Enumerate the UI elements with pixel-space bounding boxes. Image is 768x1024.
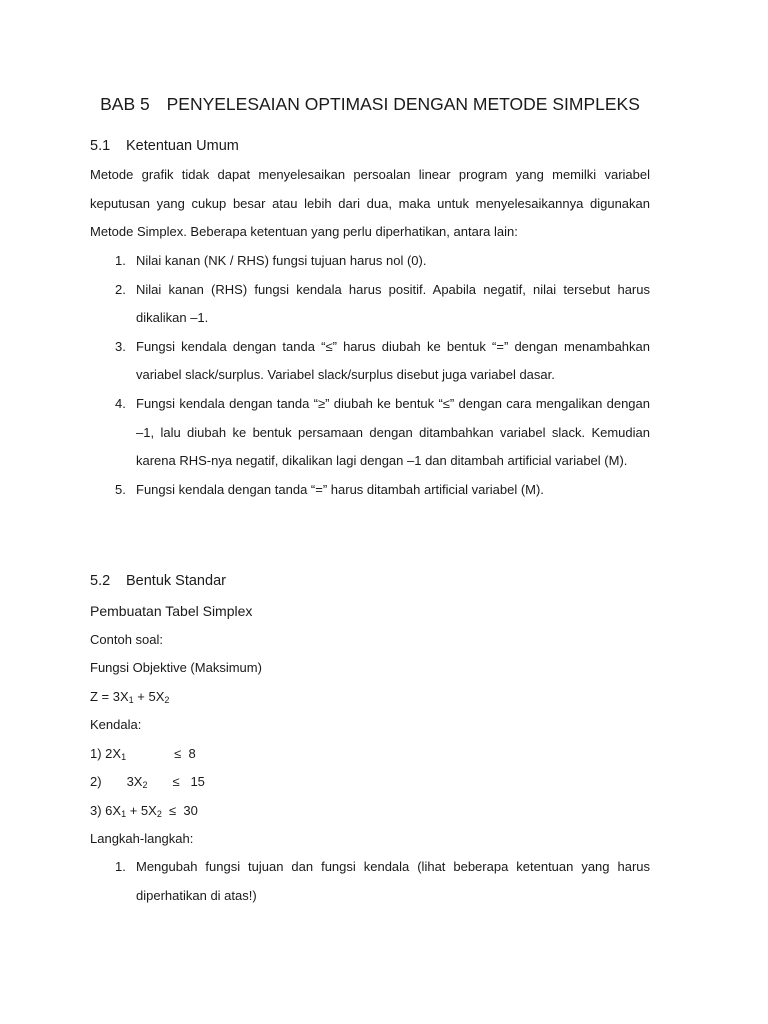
equation-part: 3) 6X bbox=[90, 803, 122, 818]
intro-paragraph: Metode grafik tidak dapat menyelesaikan persoalan linear program yang memilki variabel keputusan yang cukup besar atau lebih dari dua, maka untuk menyelesaikannya digunakan Metode Simplex. Beberapa ketentuan yang perlu diperhatikan, antara lain: bbox=[90, 167, 650, 240]
steps-list bbox=[90, 853, 650, 910]
section-number: 5.1 bbox=[90, 138, 111, 154]
equation-part: 1) 2X bbox=[90, 746, 122, 761]
chapter-title-text: PENYELESAIAN OPTIMASI DENGAN METODE SIMPLEKS bbox=[166, 94, 640, 114]
equation-part: ≤ 15 bbox=[172, 774, 205, 789]
subscript: 2 bbox=[156, 809, 162, 819]
subscript: 1 bbox=[128, 695, 134, 705]
section-heading-5-1 bbox=[90, 138, 239, 154]
list-item-text: Nilai kanan (RHS) fungsi kendala harus positif. Apabila negatif, nilai tersebut harus dikalikan –1. bbox=[136, 281, 650, 326]
subscript: 1 bbox=[121, 752, 127, 762]
list-marker: 1. bbox=[115, 253, 126, 268]
objective-label: Fungsi Objektive (Maksimum) bbox=[90, 660, 262, 675]
rules-list bbox=[90, 247, 650, 504]
subheading: Pembuatan Tabel Simplex bbox=[90, 603, 253, 619]
equation-part: + 5X bbox=[133, 689, 165, 704]
list-item bbox=[90, 853, 650, 910]
steps-label: Langkah-langkah: bbox=[90, 831, 194, 846]
list-item-text: Fungsi kendala dengan tanda “≤” harus diubah ke bentuk “=” dengan menambahkan variabel slack/surplus. Variabel slack/surplus disebut juga variabel dasar. bbox=[136, 338, 650, 383]
equation-part: ≤ 30 bbox=[161, 803, 198, 818]
list-marker: 3. bbox=[115, 338, 126, 354]
constraint-2 bbox=[90, 772, 205, 792]
example-label: Contoh soal: bbox=[90, 632, 163, 647]
equation-part: 2) bbox=[90, 774, 102, 789]
equation-part: ≤ 8 bbox=[174, 746, 196, 761]
list-marker: 4. bbox=[115, 395, 126, 411]
subscript: 2 bbox=[164, 695, 170, 705]
list-item bbox=[90, 390, 650, 476]
equation-part: 3X bbox=[126, 774, 143, 789]
list-item-text: Mengubah fungsi tujuan dan fungsi kendala (lihat beberapa ketentuan yang harus diperhatikan di atas!) bbox=[136, 859, 650, 903]
list-item-text: Fungsi kendala dengan tanda “≥” diubah ke bentuk “≤” dengan cara mengalikan dengan –1, lalu diubah ke bentuk persamaan dengan ditambahkan variabel slack. Kemudian karena RHS-nya negatif, dikalikan lagi dengan –1 dan ditambah artificial variabel (M). bbox=[136, 395, 650, 469]
objective-function bbox=[90, 687, 169, 707]
subscript: 1 bbox=[121, 809, 127, 819]
list-marker: 5. bbox=[115, 481, 126, 497]
chapter-number: BAB 5 bbox=[100, 94, 150, 114]
constraint-1 bbox=[90, 744, 196, 764]
subscript: 2 bbox=[142, 780, 148, 790]
list-item bbox=[90, 247, 650, 276]
section-title: Bentuk Standar bbox=[126, 573, 226, 589]
list-item bbox=[90, 476, 650, 505]
section-title: Ketentuan Umum bbox=[126, 138, 239, 154]
chapter-title bbox=[90, 94, 650, 115]
list-marker: 2. bbox=[115, 281, 126, 297]
list-item bbox=[90, 276, 650, 333]
constraints-label: Kendala: bbox=[90, 717, 142, 732]
list-item-text: Nilai kanan (NK / RHS) fungsi tujuan harus nol (0). bbox=[136, 253, 427, 268]
equation-part: + 5X bbox=[126, 803, 157, 818]
section-number: 5.2 bbox=[90, 573, 111, 589]
constraint-3 bbox=[90, 801, 198, 821]
list-marker: 1. bbox=[115, 859, 126, 874]
list-item bbox=[90, 333, 650, 390]
equation-part: Z = 3X bbox=[90, 689, 129, 704]
list-item-text: Fungsi kendala dengan tanda “=” harus ditambah artificial variabel (M). bbox=[136, 481, 544, 497]
section-heading-5-2 bbox=[90, 573, 226, 589]
